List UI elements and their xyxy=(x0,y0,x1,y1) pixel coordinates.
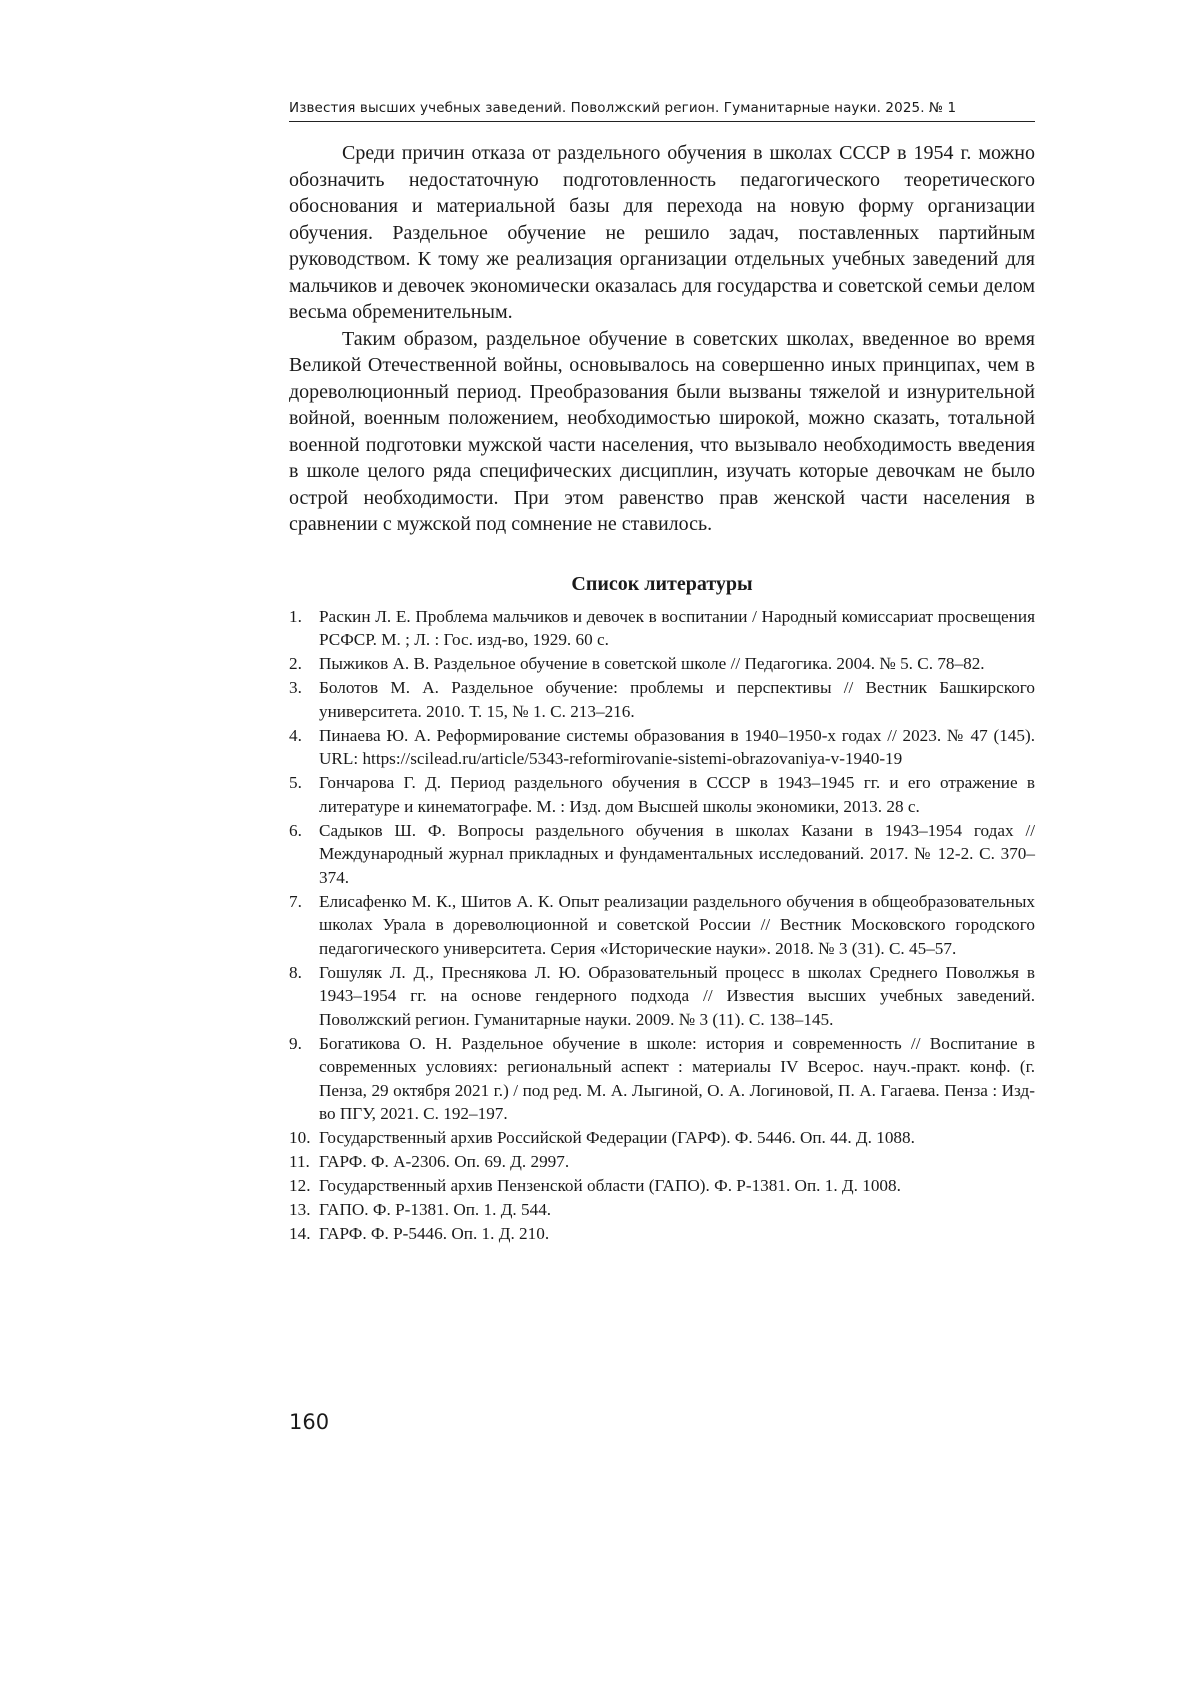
reference-number: 11. xyxy=(289,1152,310,1171)
reference-item xyxy=(289,1198,1035,1222)
body-paragraph-1: Среди причин отказа от раздельного обучения в школах СССР в 1954 г. можно обозначить недостаточную подготовленность педагогического теоретического обоснования и материальной базы для перехода на новую форму организации обучения. Раздельное обучение не решило задач, поставленных партийным руководством. К тому же реализация организации отдельных учебных заведений для мальчиков и девочек экономически оказалась для государства и советской семьи делом весьма обременительным. xyxy=(289,142,1035,323)
reference-item xyxy=(289,771,1035,818)
reference-number: 14. xyxy=(289,1224,311,1243)
reference-number: 7. xyxy=(289,891,302,911)
reference-text: ГАРФ. Ф. А-2306. Оп. 69. Д. 2997. xyxy=(319,1152,570,1171)
reference-item xyxy=(289,652,1035,676)
reference-number: 2. xyxy=(289,654,302,673)
reference-item xyxy=(289,676,1035,723)
reference-text: ГАПО. Ф. Р-1381. Оп. 1. Д. 544. xyxy=(319,1200,552,1219)
reference-item xyxy=(289,890,1035,961)
reference-item xyxy=(289,1222,1035,1246)
reference-number: 6. xyxy=(289,820,302,840)
reference-text: Богатикова О. Н. Раздельное обучение в школе: история и современность // Воспитание в современных условиях: региональный аспект : материалы IV Всерос. науч.-практ. конф. (г. Пенза, 29 октября 2021 г.) / под ред. М. А. Лыгиной, О. А. Логиновой, П. А. Гагаева. Пенза : Изд-во ПГУ, 2021. С. 192–197. xyxy=(319,1033,1035,1123)
reference-number: 1. xyxy=(289,606,302,626)
reference-number: 10. xyxy=(289,1128,311,1147)
reference-text: ГАРФ. Ф. Р-5446. Оп. 1. Д. 210. xyxy=(319,1224,550,1243)
reference-text: Садыков Ш. Ф. Вопросы раздельного обучения в школах Казани в 1943–1954 годах // Международный журнал прикладных и фундаментальных исследований. 2017. № 12-2. С. 370–374. xyxy=(319,820,1035,887)
reference-text: Государственный архив Российской Федерации (ГАРФ). Ф. 5446. Оп. 44. Д. 1088. xyxy=(319,1128,915,1147)
reference-list xyxy=(289,605,1035,1246)
reference-number: 12. xyxy=(289,1176,311,1195)
reference-item xyxy=(289,1032,1035,1126)
reference-item xyxy=(289,1126,1035,1150)
reference-text: Гончарова Г. Д. Период раздельного обучения в СССР в 1943–1945 гг. и его отражение в литературе и кинематографе. М. : Изд. дом Высшей школы экономики, 2013. 28 с. xyxy=(319,773,1035,816)
reference-item xyxy=(289,819,1035,890)
reference-number: 9. xyxy=(289,1033,302,1053)
reference-item xyxy=(289,605,1035,652)
reference-item xyxy=(289,961,1035,1032)
running-header: Известия высших учебных заведений. Поволжский регион. Гуманитарные науки. 2025. № 1 xyxy=(289,100,1035,122)
reference-text: Государственный архив Пензенской области (ГАПО). Ф. Р-1381. Оп. 1. Д. 1008. xyxy=(319,1176,901,1195)
reference-text: Пыжиков А. В. Раздельное обучение в советской школе // Педагогика. 2004. № 5. С. 78–82. xyxy=(319,654,985,673)
reference-text: Пинаева Ю. А. Реформирование системы образования в 1940–1950-х годах // 2023. № 47 (145). URL: https://scilead.ru/article/5343-reformirovanie-sistemi-obrazovaniya-v-1940-19 xyxy=(319,725,1035,768)
references-title: Список литературы xyxy=(571,572,753,595)
page-content xyxy=(289,140,1035,1246)
reference-text: Гошуляк Л. Д., Преснякова Л. Ю. Образовательный процесс в школах Среднего Поволжья в 1943–1954 гг. на основе гендерного подхода // Известия высших учебных заведений. Поволжский регион. Гуманитарные науки. 2009. № 3 (11). С. 138–145. xyxy=(319,962,1035,1029)
reference-item xyxy=(289,724,1035,771)
reference-text: Елисафенко М. К., Шитов А. К. Опыт реализации раздельного обучения в общеобразовательных школах Урала в дореволюционной и советской России // Вестник Московского городского педагогического университета. Серия «Исторические науки». 2018. № 3 (31). С. 45–57. xyxy=(319,891,1035,958)
body-paragraph-2: Таким образом, раздельное обучение в советских школах, введенное во время Великой Отечественной войны, основывалось на совершенно иных принципах, чем в дореволюционный период. Преобразования были вызваны тяжелой и изнурительной войной, военным положением, необходимостью широкой, можно сказать, тотальной военной подготовки мужской части населения, что вызывало необходимость введения в школе целого ряда специфических дисциплин, изучать которые девочкам не было острой необходимости. При этом равенство прав женской части населения в сравнении с мужской под сомнение не ставилось. xyxy=(289,327,1035,535)
reference-number: 4. xyxy=(289,725,302,745)
page-number: 160 xyxy=(289,1410,330,1434)
reference-item xyxy=(289,1150,1035,1174)
reference-item xyxy=(289,1174,1035,1198)
reference-text: Болотов М. А. Раздельное обучение: проблемы и перспективы // Вестник Башкирского университета. 2010. Т. 15, № 1. С. 213–216. xyxy=(319,678,1035,721)
reference-number: 8. xyxy=(289,962,302,982)
reference-number: 5. xyxy=(289,773,302,792)
reference-text: Раскин Л. Е. Проблема мальчиков и девочек в воспитании / Народный комиссариат просвещения РСФСР. М. ; Л. : Гос. изд-во, 1929. 60 с. xyxy=(319,606,1035,649)
reference-number: 13. xyxy=(289,1200,311,1219)
reference-number: 3. xyxy=(289,678,302,697)
